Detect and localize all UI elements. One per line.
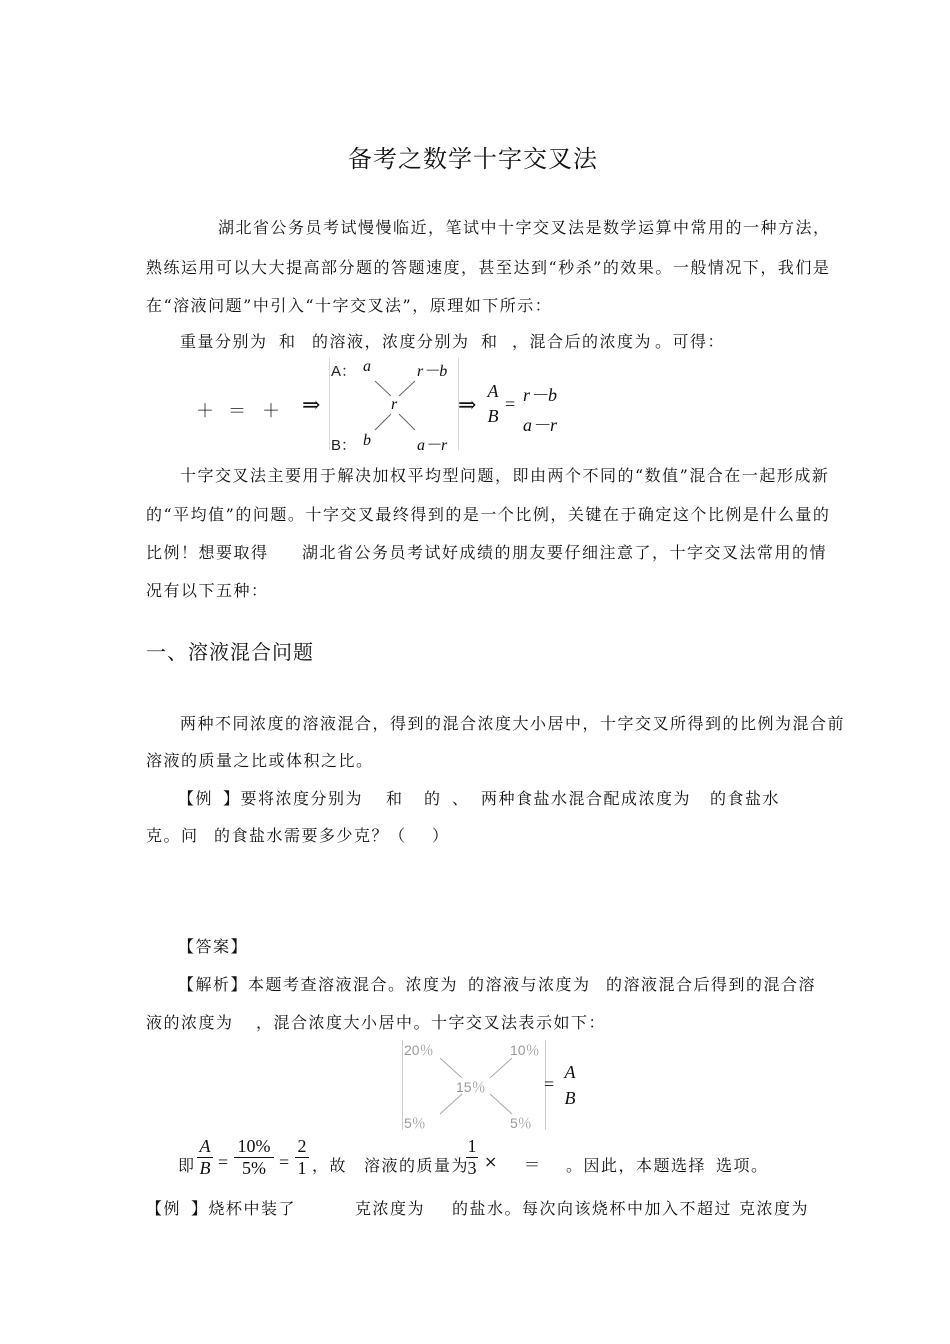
cross-fraction-denominator: B [564,1088,576,1108]
fraction-A-over-B [485,381,501,427]
result-fraction-num-1: 1 [467,1136,477,1156]
result-fraction-5pct: 5% [242,1158,266,1178]
result-fraction-1: 1 [297,1158,307,1178]
result-fraction-pct [234,1136,274,1179]
result-mass: 溶液的质量为 [364,1156,470,1175]
percent-cross-diagram [402,1040,546,1130]
answer-label: 【答案】 [178,937,249,956]
intro-line-4f: 。可得： [655,332,726,351]
example-1-tag: 【例 [178,789,214,808]
plus-sign-1: ＋ [196,401,216,422]
para2-line-2: 的“平均值”的问题。十字交叉最终得到的是一个比例，关键在于确定这个比例是什么量的 [146,505,831,524]
analysis-line-1b: 的溶液与浓度为 [468,975,591,994]
example-1-text-d: 的 [424,789,442,808]
result-tail-b: 选项。 [716,1156,769,1175]
expr-a-minus-r: a－r [417,437,448,454]
intro-line-1: 湖北省公务员考试慢慢临近，笔试中十字交叉法是数学运算中常用的一种方法， [218,218,831,237]
example-1-text-b: 】要将浓度分别为 [223,789,364,808]
example-1-text-f: 两种食盐水混合配成浓度为 [481,789,692,808]
example-2-tag: 【例 [146,1199,182,1218]
result-tail-a: 。因此，本题选择 [566,1156,707,1175]
section-desc-2: 溶液的质量之比或体积之比。 [146,751,374,770]
result-fraction-2: 2 [297,1136,307,1156]
pct-bottom-left: 5％ [404,1115,426,1131]
fraction-result-denominator: a－r [522,415,557,435]
result-fraction-A: A [199,1136,211,1156]
pct-bottom-right: 5％ [510,1115,532,1131]
intro-line-4c: 的溶液，浓度分别为 [312,332,470,351]
implies-arrow-2: ⇒ [458,393,477,418]
intro-line-4e: ，混合后的浓度为 [512,332,653,351]
intro-line-4a: 重量分别为 [180,332,268,351]
example-2-text-e: 克浓度为 [739,1199,810,1218]
example-2-text-d: 的盐水。每次向该烧杯中加入不超过 [452,1199,733,1218]
var-b: b [363,432,371,449]
example-2-text-b: 】烧杯中装了 [191,1199,297,1218]
analysis-line-1c: 的溶液混合后得到的混合溶 [606,975,817,994]
intro-line-3: 在“溶液问题”中引入“十字交叉法”，原理如下所示： [146,296,553,315]
section-desc-1: 两种不同浓度的溶液混合，得到的混合浓度大小居中，十字交叉所得到的比例为混合前 [180,714,846,733]
intro-line-4b: 和 [279,332,297,351]
fraction-equals: = [505,394,516,414]
result-fraction-10pct: 10% [237,1136,271,1156]
cross-equals: = [544,1074,555,1094]
result-ji: 即 [178,1156,196,1175]
pct-top-left: 20％ [404,1042,434,1058]
example-1-text-g: 的食盐水 [710,789,781,808]
label-B: B： [331,437,357,454]
result-eq-2: = [279,1152,290,1172]
example-1-line2-a: 克。问 [146,826,199,845]
result-fraction-1-3 [466,1136,478,1179]
pct-top-right: 10％ [510,1042,540,1058]
cross-diagram [329,358,459,454]
result-fraction-den-3: 3 [467,1158,477,1178]
implies-arrow-1: ⇒ [302,393,321,418]
cross-fraction [562,1062,578,1109]
pct-center: 15％ [456,1079,486,1095]
intro-line-4d: 和 [481,332,499,351]
para2-line-3a: 比例！想要取得 [146,543,269,562]
result-comma-gu: ，故 [312,1156,348,1175]
para2-line-1: 十字交叉法主要用于解决加权平均型问题，即由两个不同的“数值”混合在一起形成新 [180,466,830,485]
page-title: 备考之数学十字交叉法 [348,145,598,173]
fraction-result-numerator: r－b [522,385,557,405]
analysis-line-1a: 【解析】本题考查溶液混合。浓度为 [178,975,459,994]
example-1-text-e: 、 [452,789,470,808]
result-eq-1: = [218,1152,229,1172]
result-fraction-2-1 [295,1136,309,1179]
para2-line-3b: 湖北省公务员考试好成绩的朋友要仔细注意了，十字交叉法常用的情 [302,543,828,562]
result-fraction-AB [197,1136,213,1179]
example-2-text-c: 克浓度为 [355,1199,426,1218]
expr-r-minus-b: r－b [417,363,448,380]
analysis-line-2a: 液的浓度为 [146,1013,234,1032]
analysis-line-2b: ，混合浓度大小居中。十字交叉法表示如下： [256,1013,607,1032]
example-1-line2-b: 的食盐水需要多少克？（ [214,826,407,845]
result-fraction-B: B [199,1158,211,1178]
fraction-denominator: B [487,406,499,426]
result-times: × [484,1152,499,1171]
cross-fraction-numerator: A [564,1062,576,1082]
plus-sign-2: ＋ [262,401,282,422]
intro-line-2: 熟练运用可以大大提高部分题的答题速度，甚至达到“秒杀”的效果。一般情况下，我们是 [146,258,831,277]
fraction-numerator: A [487,381,499,401]
fraction-result [520,381,560,437]
var-r: r [391,396,398,413]
var-a: a [363,358,371,375]
equals-sign: ＝ [228,401,248,422]
example-1-line2-c: ） [432,826,450,845]
example-1-text-c: 和 [386,789,404,808]
label-A: A： [331,363,357,380]
result-eq-3: ＝ [524,1155,542,1174]
para2-line-4: 况有以下五种： [146,581,269,600]
section-heading: 一、溶液混合问题 [146,640,314,664]
